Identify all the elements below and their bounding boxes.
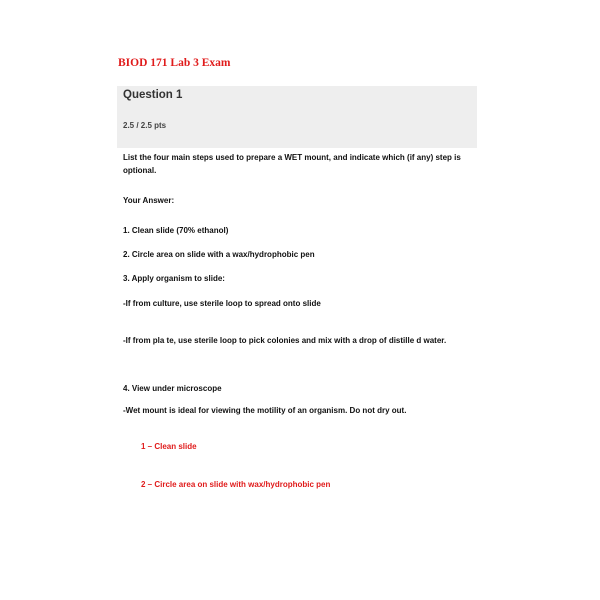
question-title: Question 1	[123, 89, 183, 101]
answer-label: Your Answer:	[123, 196, 175, 205]
question-score: 2.5 / 2.5 pts	[123, 121, 167, 130]
question-prompt: List the four main steps used to prepare a WET mount, and indicate which (if any) step is optional.	[123, 153, 461, 175]
question-header	[117, 86, 477, 148]
answer-step-3-culture: -If from culture, use sterile loop to spread onto slide	[123, 299, 321, 308]
answer-step-4: 4. View under microscope	[123, 384, 222, 393]
answer-step-3: 3. Apply organism to slide:	[123, 274, 225, 283]
feedback-item-1: 1 – Clean slide	[141, 442, 197, 451]
answer-step-1: 1. Clean slide (70% ethanol)	[123, 226, 229, 235]
feedback-item-2: 2 – Circle area on slide with wax/hydrophobic pen	[141, 480, 331, 489]
answer-step-3-plate: -If from pla te, use sterile loop to pick colonies and mix with a drop of distille d water.	[123, 336, 447, 345]
answer-note: -Wet mount is ideal for viewing the motility of an organism. Do not dry out.	[123, 406, 407, 415]
answer-step-2: 2. Circle area on slide with a wax/hydrophobic pen	[123, 250, 315, 259]
document-title: BIOD 171 Lab 3 Exam	[118, 57, 231, 69]
